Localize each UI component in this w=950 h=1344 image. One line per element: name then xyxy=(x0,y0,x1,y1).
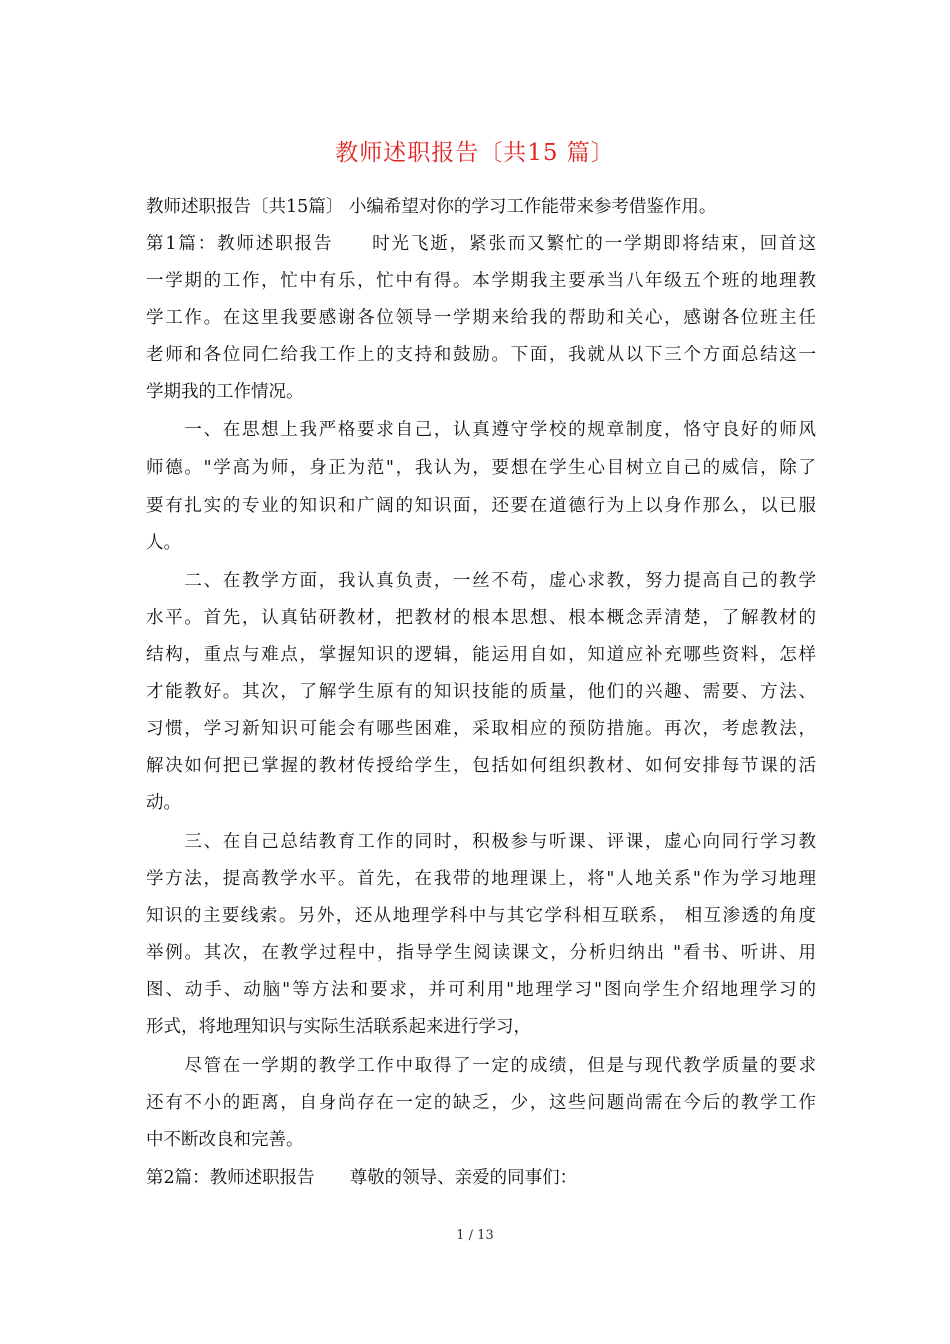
text-line: 学期我的工作情况。 xyxy=(146,382,304,402)
text-line: 结构，重点与难点，掌握知识的逻辑，能运用自如，知道应补充哪些资料，怎样 xyxy=(146,645,816,665)
text-line: 学方法，提高教学水平。首先，在我带的地理课上，将"人地关系"作为学习地理 xyxy=(146,869,816,889)
text-line: 第1篇：教师述职报告 时光飞逝，紧张而又繁忙的一学期即将结束，回首这 xyxy=(146,234,816,254)
page-number: 1 / 13 xyxy=(456,1228,494,1243)
text-line: 动。 xyxy=(146,793,181,813)
text-line: 第2篇：教师述职报告 尊敬的领导、亲爱的同事们： xyxy=(146,1168,578,1188)
text-line: 三、在自己总结教育工作的同时，积极参与听课、评课，虚心向同行学习教 xyxy=(146,832,816,852)
text-line: 人。 xyxy=(146,533,181,553)
text-line: 老师和各位同仁给我工作上的支持和鼓励。下面，我就从以下三个方面总结这一 xyxy=(146,345,816,365)
text-line: 一、在思想上我严格要求自己，认真遵守学校的规章制度，恪守良好的师风 xyxy=(146,420,816,440)
text-line: 教师述职报告〔共15篇〕 小编希望对你的学习工作能带来参考借鉴作用。 xyxy=(146,197,717,217)
text-line: 师德。"学高为师，身正为范"，我认为，要想在学生心目树立自己的威信，除了 xyxy=(146,458,816,478)
text-line: 知识的主要线索。另外，还从地理学科中与其它学科相互联系， 相互渗透的角度 xyxy=(146,906,816,926)
text-line: 中不断改良和完善。 xyxy=(146,1130,304,1150)
text-line: 二、在教学方面，我认真负责，一丝不苟，虚心求教，努力提高自己的教学 xyxy=(146,571,816,591)
text-line: 才能教好。其次，了解学生原有的知识技能的质量，他们的兴趣、需要、方法、 xyxy=(146,682,816,702)
text-line: 水平。首先，认真钻研教材，把教材的根本思想、根本概念弄清楚，了解教材的 xyxy=(146,608,816,628)
text-line: 解决如何把已掌握的教材传授给学生，包括如何组织教材、如何安排每节课的活 xyxy=(146,756,816,776)
text-line: 举例。其次，在教学过程中，指导学生阅读课文，分析归纳出 "看书、听讲、用 xyxy=(146,943,816,963)
text-line: 图、动手、动脑"等方法和要求，并可利用"地理学习"图向学生介绍地理学习的 xyxy=(146,980,816,1000)
text-line: 要有扎实的专业的知识和广阔的知识面，还要在道德行为上以身作那么，以已服 xyxy=(146,496,816,516)
text-line: 学工作。在这里我要感谢各位领导一学期来给我的帮助和关心，感谢各位班主任 xyxy=(146,308,816,328)
text-line: 形式，将地理知识与实际生活联系起来进行学习， xyxy=(146,1017,531,1037)
document-title: 教师述职报告〔共15 篇〕 xyxy=(335,140,615,166)
text-line: 一学期的工作，忙中有乐，忙中有得。本学期我主要承当八年级五个班的地理教 xyxy=(146,271,816,291)
text-line: 还有不小的距离，自身尚存在一定的缺乏，少，这些问题尚需在今后的教学工作 xyxy=(146,1093,816,1113)
text-line: 习惯，学习新知识可能会有哪些困难，采取相应的预防措施。再次，考虑教法， xyxy=(146,719,816,739)
text-line: 尽管在一学期的教学工作中取得了一定的成绩，但是与现代教学质量的要求 xyxy=(146,1056,816,1076)
